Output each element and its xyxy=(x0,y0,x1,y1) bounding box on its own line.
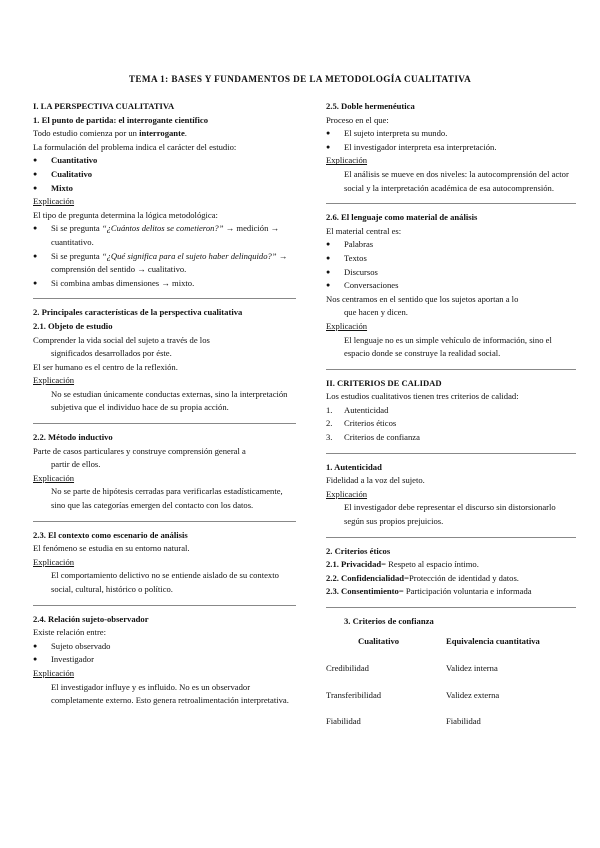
subsection-heading: 2.5. Doble hermenéutica xyxy=(326,101,415,111)
table-header: Equivalencia cuantitativa xyxy=(446,635,540,646)
text: Si se pregunta xyxy=(51,223,102,234)
item-key: 2.2. xyxy=(326,572,342,583)
divider xyxy=(33,605,296,606)
explanation-label: Explicación xyxy=(33,667,75,678)
text: = Respeto al espacio íntimo. xyxy=(381,559,479,570)
paragraph: El ser humano es el centro de la reflexión. xyxy=(33,361,178,372)
list-item: ● Palabras xyxy=(326,238,576,252)
table-cell: Validez externa xyxy=(446,689,500,700)
bold-text: interrogante xyxy=(139,128,185,139)
subsection-heading: 2.3. El contexto como escenario de análisis xyxy=(33,529,188,540)
explanation-label: Explicación xyxy=(326,320,368,331)
text: Criterios éticos xyxy=(344,418,397,429)
paragraph: Los estudios cualitativos tienen tres criterios de calidad: xyxy=(326,391,519,402)
bold-text: Consentimiento xyxy=(341,586,399,597)
paragraph xyxy=(33,127,296,141)
list-item xyxy=(326,572,576,586)
list-item xyxy=(326,585,576,599)
divider xyxy=(33,521,296,522)
list-item xyxy=(326,431,576,445)
section-heading: 2. Principales características de la perspectiva cualitativa xyxy=(33,307,243,318)
bold-text: Confidencialidad xyxy=(341,572,405,583)
list-item: ● Cualitativo xyxy=(33,168,296,182)
list-item: ● Cuantitativo xyxy=(33,154,296,168)
subsection-heading: 2.2. Método inductivo xyxy=(33,432,113,443)
explanation-text: No se estudian únicamente conductas externas, sino la interpretación subjetiva que el individuo hace de su propia acción. xyxy=(51,388,288,413)
table-cell: Credibilidad xyxy=(326,663,369,674)
paragraph: Comprender la vida social del sujeto a través de los xyxy=(33,334,210,345)
table-header: Cualitativo xyxy=(358,635,400,646)
list-item xyxy=(326,558,576,572)
table-cell: Fiabilidad xyxy=(326,716,361,727)
text: → medición → cuantitativo. xyxy=(51,223,280,247)
section-heading: I. LA PERSPECTIVA CUALITATIVA xyxy=(33,101,175,111)
paragraph: Parte de casos particulares y construye comprensión general a xyxy=(33,445,246,456)
explanation-text: El comportamiento delictivo no se entiende aislado de su contexto social, cultural, histórico o político. xyxy=(51,570,279,594)
list-number: 3. xyxy=(326,432,333,443)
italic-text: “¿Cuántos delitos se cometieron?” xyxy=(101,223,224,234)
subsection-heading: 2.4. Relación sujeto-observador xyxy=(33,613,149,624)
list-item: ● Si combina ambas dimensiones → mixto. xyxy=(33,277,296,291)
explanation-text: El lenguaje no es un simple vehículo de información, sino el espacio donde se construye la realidad social. xyxy=(344,334,552,359)
subsection-heading: 1. El punto de partida: el interrogante científico xyxy=(33,114,209,125)
list-item: ● Sujeto observado xyxy=(33,640,296,654)
subsection-heading: 2.6. El lenguaje como material de análisis xyxy=(326,212,478,223)
divider xyxy=(33,423,296,424)
list-item: ● El investigador interpreta esa interpretación. xyxy=(326,141,576,155)
paragraph: El fenómeno se estudia en su entorno natural. xyxy=(33,543,190,554)
list-item: ● Discursos xyxy=(326,266,576,280)
text: = Participación voluntaria e informada xyxy=(398,586,532,597)
divider xyxy=(326,537,576,538)
explanation-text: El investigador debe representar el discurso sin distorsionarlo según sus propios prejuicios. xyxy=(344,502,556,527)
list-number: 2. xyxy=(326,418,333,429)
left-column xyxy=(33,100,296,708)
subsection-heading: 2. Criterios éticos xyxy=(326,545,391,556)
list-item xyxy=(326,404,576,418)
item-key: 2.1. xyxy=(326,559,342,570)
criteria-table xyxy=(326,629,576,736)
list-item: ● El sujeto interpreta su mundo. xyxy=(326,127,576,141)
subsection-heading: 3. Criterios de confianza xyxy=(344,616,434,626)
explanation-label: Explicación xyxy=(326,488,368,499)
explanation-label: Explicación xyxy=(33,556,75,567)
table-cell: Validez interna xyxy=(446,663,498,674)
explanation-label: Explicación xyxy=(326,155,368,166)
explanation-label: Explicación xyxy=(33,472,75,483)
paragraph: partir de ellos. xyxy=(51,459,101,470)
paragraph: que hacen y dicen. xyxy=(344,307,408,318)
divider xyxy=(326,203,576,204)
list-item xyxy=(326,417,576,431)
text: Si se pregunta xyxy=(51,250,102,261)
paragraph: significados desarrollados por éste. xyxy=(51,348,172,359)
list-number: 1. xyxy=(326,404,333,415)
explanation-text: El análisis se mueve en dos niveles: la autocomprensión del actor social y la interpretación académica de esa autocomprensión. xyxy=(344,168,569,193)
section-heading: II. CRITERIOS DE CALIDAD xyxy=(326,377,442,388)
subsection-heading: 1. Autenticidad xyxy=(326,461,382,472)
paragraph: Proceso en el que: xyxy=(326,114,389,125)
text: . xyxy=(184,128,187,139)
subsection-heading: 2.1. Objeto de estudio xyxy=(33,320,113,331)
divider xyxy=(326,607,576,608)
paragraph: Existe relación entre: xyxy=(33,627,107,638)
divider xyxy=(326,369,576,370)
list-item xyxy=(33,222,296,249)
document-title: TEMA 1: BASES Y FUNDAMENTOS DE LA METODOLOGÍA CUALITATIVA xyxy=(128,74,472,84)
text: Autenticidad xyxy=(344,404,389,415)
list-item: ● Mixto xyxy=(33,182,296,196)
text: → comprensión del sentido → cualitativo. xyxy=(51,250,288,275)
text: Criterios de confianza xyxy=(344,432,420,443)
table-row xyxy=(326,656,576,683)
paragraph: El tipo de pregunta determina la lógica metodológica: xyxy=(33,209,218,220)
table-header-row xyxy=(326,629,576,657)
item-key: 2.3. xyxy=(326,586,342,597)
italic-text: “¿Qué significa para el sujeto haber delinquido?” xyxy=(101,250,277,261)
divider xyxy=(33,298,296,299)
right-column xyxy=(326,100,576,736)
divider xyxy=(326,453,576,454)
paragraph: El material central es: xyxy=(326,225,402,236)
text: Todo estudio comienza por un xyxy=(33,128,140,139)
explanation-text: El investigador influye y es influido. No es un observador completamente externo. Esto genera retroalimentación interpretativa. xyxy=(51,681,289,706)
list-item: ● Conversaciones xyxy=(326,279,576,293)
list-item: ● Investigador xyxy=(33,653,296,667)
text: =Protección de identidad y datos. xyxy=(404,572,519,583)
bold-text: Privacidad xyxy=(341,559,382,570)
table-row xyxy=(326,683,576,710)
table-row xyxy=(326,709,576,736)
table-cell: Transferibilidad xyxy=(326,689,382,700)
paragraph: La formulación del problema indica el carácter del estudio: xyxy=(33,141,237,152)
explanation-label: Explicación xyxy=(33,375,75,386)
explanation-text: No se parte de hipótesis cerradas para verificarlas estadísticamente, sino que las categorías emergen del contacto con los datos. xyxy=(51,486,283,511)
explanation-label: Explicación xyxy=(33,196,75,207)
paragraph: Fidelidad a la voz del sujeto. xyxy=(326,475,425,486)
list-item: ● Textos xyxy=(326,252,576,266)
table-cell: Fiabilidad xyxy=(446,716,481,727)
list-item xyxy=(33,250,296,277)
paragraph: Nos centramos en el sentido que los sujetos aportan a lo xyxy=(326,293,519,304)
